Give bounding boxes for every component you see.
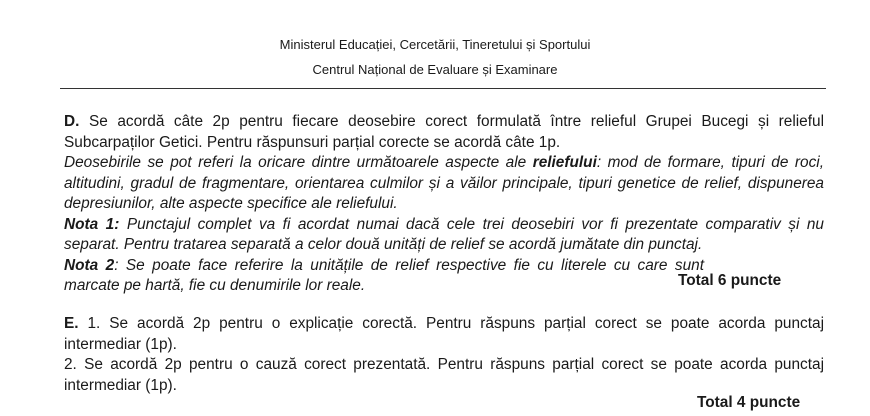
section-e [64, 314, 824, 396]
aspects-pre: Deosebirile se pot referi la oricare dintre următoarele aspecte ale [64, 154, 533, 171]
header-divider [60, 88, 826, 89]
section-e-item-1 [64, 314, 824, 355]
note-2 [64, 256, 704, 297]
section-d-intro [64, 112, 824, 153]
section-e-item-2: 2. Se acordă 2p pentru o cauză corect prezentată. Pentru răspuns parțial corect se poate acorda punctaj intermediar (1p). [64, 356, 824, 394]
section-d-letter: D. [64, 113, 80, 130]
section-d-intro-text: Se acordă câte 2p pentru fiecare deosebire corect formulată între relieful Grupei Bucegi și relieful Subcarpaților Getici. Pentru răspunsuri parțial corecte se acordă câte 1p. [64, 113, 824, 151]
note-2-label: Nota 2 [64, 256, 115, 274]
aspects-post: : mod de formare, tipuri de roci, altitudini, gradul de fragmentare, orientarea culmilor și a văilor principale, tipuri genetice de relief, dispunerea depresiunilor, alte aspecte specifice ale reliefului. [64, 154, 824, 212]
section-e-total: Total 4 puncte [697, 394, 801, 411]
section-d [64, 112, 824, 297]
center-header: Centrul Național de Evaluare și Examinare [312, 62, 558, 77]
note-2-text: : Se poate face referire la unitățile de relief respective fie cu literele cu care sunt marcate pe hartă, fie cu denumirile lor reale. [64, 256, 704, 294]
section-d-aspects [64, 153, 824, 215]
note-1 [64, 215, 824, 256]
section-e-item-1-text: 1. Se acordă 2p pentru o explicație corectă. Pentru răspuns parțial corect se poate acorda punctaj intermediar (1p). [64, 315, 824, 353]
note-1-text: Punctajul complet va fi acordat numai dacă cele trei deosebiri vor fi prezentate comparativ și nu separat. Pentru tratarea separată a celor două unități de relief se acordă jumătate din punctaj. [64, 215, 824, 253]
section-e-letter: E. [64, 315, 79, 332]
aspects-bold: reliefului [532, 154, 597, 171]
note-1-label: Nota 1: [64, 215, 120, 233]
ministry-header: Ministerul Educației, Cercetării, Tineretului și Sportului [279, 37, 591, 52]
section-d-total: Total 6 puncte [678, 272, 782, 289]
